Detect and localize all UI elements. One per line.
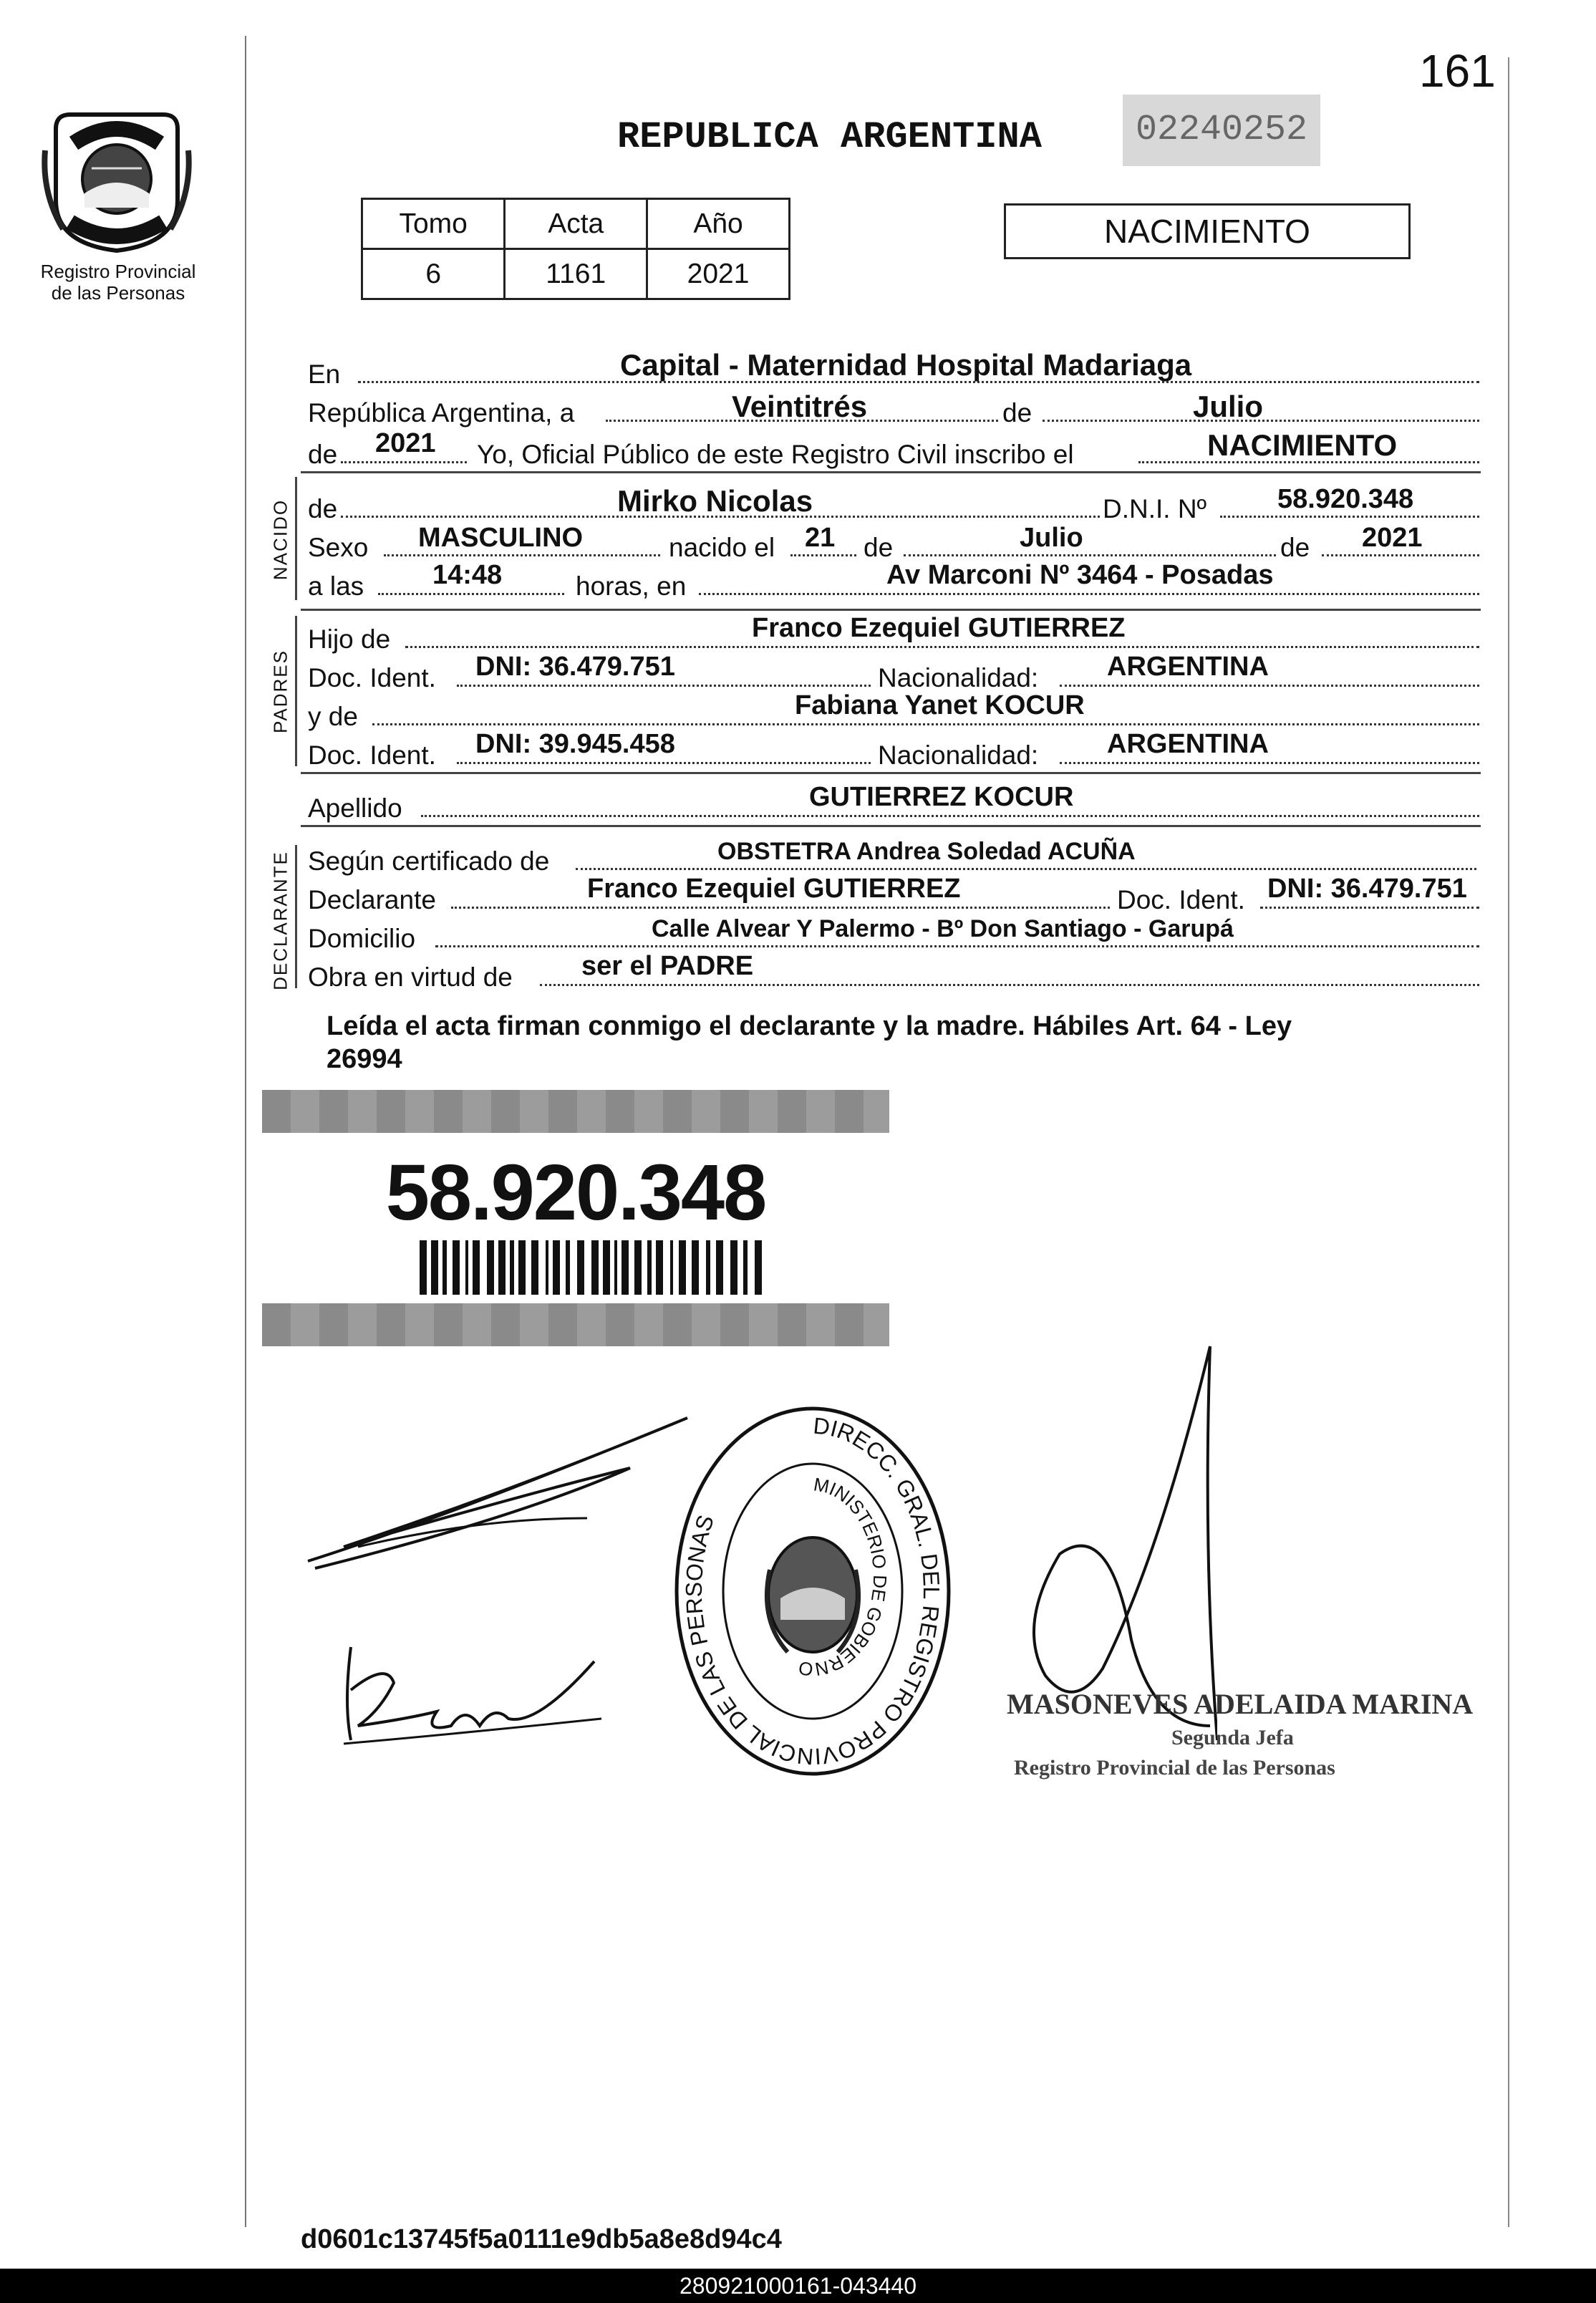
country-title: REPUBLICA ARGENTINA xyxy=(617,116,1042,158)
sexo-line xyxy=(384,554,660,556)
cert-label: Según certificado de xyxy=(308,846,550,876)
seal-inner-path-text: MINISTERIO DE GOBIERNO xyxy=(797,1473,891,1681)
nacido-name-value: Mirko Nicolas xyxy=(617,484,813,518)
official-seal xyxy=(673,1405,952,1792)
father-doc-line xyxy=(457,685,871,687)
agency-name xyxy=(21,261,215,304)
register-header-ano: Año xyxy=(647,199,790,249)
father-nat-value: ARGENTINA xyxy=(1107,652,1269,682)
act-type-box: NACIMIENTO xyxy=(1004,203,1411,259)
agency-line-1: Registro Provincial xyxy=(40,261,196,282)
birth-de-label-2: de xyxy=(1280,533,1310,562)
mother-doc-label: Doc. Ident. xyxy=(308,740,436,770)
birth-address-line xyxy=(699,593,1479,595)
father-nat-label: Nacionalidad: xyxy=(878,663,1039,692)
father-nat-line xyxy=(1060,685,1479,687)
nacido-bracket xyxy=(295,477,297,600)
register-header-tomo: Tomo xyxy=(362,199,505,249)
birth-address-value: Av Marconi Nº 3464 - Posadas xyxy=(886,560,1274,590)
right-margin-rule xyxy=(1508,57,1509,2227)
domicilio-line xyxy=(435,945,1479,947)
birth-de-label: de xyxy=(864,533,894,562)
birth-month-value: Julio xyxy=(1020,523,1083,553)
section-label-nacido: NACIDO xyxy=(269,498,291,581)
act-word-value: NACIMIENTO xyxy=(1207,428,1398,462)
sticker-bottom-band xyxy=(262,1303,889,1346)
month-value: Julio xyxy=(1193,390,1264,423)
sticker-top-band xyxy=(262,1090,889,1133)
cert-line xyxy=(576,868,1476,870)
footer-code: 280921000161-043440 xyxy=(679,2273,917,2299)
declarante-line xyxy=(451,907,1110,909)
domicilio-value: Calle Alvear Y Palermo - Bº Don Santiago - Garupá xyxy=(652,915,1234,942)
dni-line xyxy=(1220,516,1479,518)
register-acta: 1161 xyxy=(505,249,647,299)
birth-day-value: 21 xyxy=(805,523,836,553)
register-tomo: 6 xyxy=(362,249,505,299)
father-value: Franco Ezequiel GUTIERREZ xyxy=(752,613,1126,643)
year-value: 2021 xyxy=(375,428,436,458)
mother-nat-line xyxy=(1060,762,1479,764)
dni-value: 58.920.348 xyxy=(1277,484,1414,514)
yde-label: y de xyxy=(308,702,358,731)
officer-agency: Registro Provincial de las Personas xyxy=(1014,1756,1335,1780)
mother-doc-value: DNI: 39.945.458 xyxy=(475,729,675,759)
sexo-label: Sexo xyxy=(308,533,369,562)
serial-stamp: 02240252 xyxy=(1123,95,1320,166)
declarante-doc-label: Doc. Ident. xyxy=(1117,885,1245,914)
father-line xyxy=(405,646,1479,648)
left-margin-rule xyxy=(245,36,246,2227)
mother-nat-label: Nacionalidad: xyxy=(878,740,1039,770)
barcode-icon xyxy=(420,1240,770,1295)
declarante-doc-line xyxy=(1260,907,1479,909)
declarante-bracket xyxy=(295,845,297,988)
sexo-value: MASCULINO xyxy=(418,523,584,553)
birth-year-value: 2021 xyxy=(1362,523,1423,553)
birth-year-line xyxy=(1322,554,1479,556)
seal-emblem-icon xyxy=(767,1537,859,1652)
en-label: En xyxy=(308,359,341,389)
officer-title: Segunda Jefa xyxy=(1171,1726,1294,1749)
section-divider-padres xyxy=(301,609,1481,611)
declarante-value: Franco Ezequiel GUTIERREZ xyxy=(587,874,961,904)
mother-signature xyxy=(322,1633,609,1762)
officer-name: MASONEVES ADELAIDA MARINA xyxy=(1007,1688,1474,1720)
birth-day-line xyxy=(790,554,856,556)
inscribo-text: Yo, Oficial Público de este Registro Civil inscribo el xyxy=(477,440,1074,469)
closing-line-1: Leída el acta firman conmigo el declarante y la madre. Hábiles Art. 64 - Ley xyxy=(327,1011,1292,1041)
nacido-el-label: nacido el xyxy=(669,533,775,562)
page-number: 161 xyxy=(1419,45,1496,97)
sticker-number: 58.920.348 xyxy=(385,1149,766,1237)
dni-label: D.N.I. Nº xyxy=(1103,494,1207,523)
time-value: 14:48 xyxy=(432,560,503,590)
father-doc-label: Doc. Ident. xyxy=(308,663,436,692)
seal-ring-path-text: DIRECC. GRAL. DEL REGISTRO PROVINCIAL DE LAS PERSONAS xyxy=(680,1412,945,1770)
apellido-label: Apellido xyxy=(308,793,402,823)
declarante-signature xyxy=(301,1411,702,1575)
nacido-de-label: de xyxy=(308,494,338,523)
year-prefix-label: de xyxy=(308,440,338,469)
padres-bracket xyxy=(295,616,297,766)
horas-label: horas, en xyxy=(576,571,687,601)
coat-of-arms-icon xyxy=(42,100,192,258)
year-line xyxy=(341,461,467,463)
de-label-month: de xyxy=(1002,398,1032,428)
apellido-value: GUTIERREZ KOCUR xyxy=(809,782,1074,812)
section-divider-declarante xyxy=(301,825,1481,827)
province-logo xyxy=(42,100,192,258)
section-divider-nacido xyxy=(301,471,1481,473)
mother-doc-line xyxy=(457,762,871,764)
register-header-acta: Acta xyxy=(505,199,647,249)
obra-label: Obra en virtud de xyxy=(308,962,513,992)
place-value: Capital - Maternidad Hospital Madariaga xyxy=(620,348,1192,382)
father-doc-value: DNI: 36.479.751 xyxy=(475,652,675,682)
cert-value: OBSTETRA Andrea Soledad ACUÑA xyxy=(717,838,1136,865)
mother-line xyxy=(372,723,1479,725)
domicilio-label: Domicilio xyxy=(308,924,416,953)
register-table xyxy=(361,198,790,300)
section-label-padres: PADRES xyxy=(269,650,291,733)
mother-value: Fabiana Yanet KOCUR xyxy=(795,690,1085,720)
time-line xyxy=(378,593,564,595)
declarante-label: Declarante xyxy=(308,885,436,914)
section-divider-apellido xyxy=(301,772,1481,774)
agency-line-2: de las Personas xyxy=(51,282,185,304)
day-words-value: Veintitrés xyxy=(732,390,868,423)
mother-nat-value: ARGENTINA xyxy=(1107,729,1269,759)
apellido-line xyxy=(421,815,1479,817)
dni-sticker xyxy=(262,1090,889,1346)
document-hash: d0601c13745f5a0111e9db5a8e8d94c4 xyxy=(301,2224,782,2254)
closing-line-2: 26994 xyxy=(327,1044,402,1074)
alas-label: a las xyxy=(308,571,364,601)
obra-line xyxy=(540,984,1479,986)
register-ano: 2021 xyxy=(647,249,790,299)
birth-month-line xyxy=(904,554,1276,556)
hijo-label: Hijo de xyxy=(308,624,391,654)
closing-text xyxy=(327,1010,1292,1076)
declarante-doc-value: DNI: 36.479.751 xyxy=(1267,874,1467,904)
footer-band xyxy=(0,2269,1596,2303)
obra-value: ser el PADRE xyxy=(581,951,754,981)
section-label-declarante: DECLARANTE xyxy=(269,851,291,990)
republica-label: República Argentina, a xyxy=(308,398,575,428)
